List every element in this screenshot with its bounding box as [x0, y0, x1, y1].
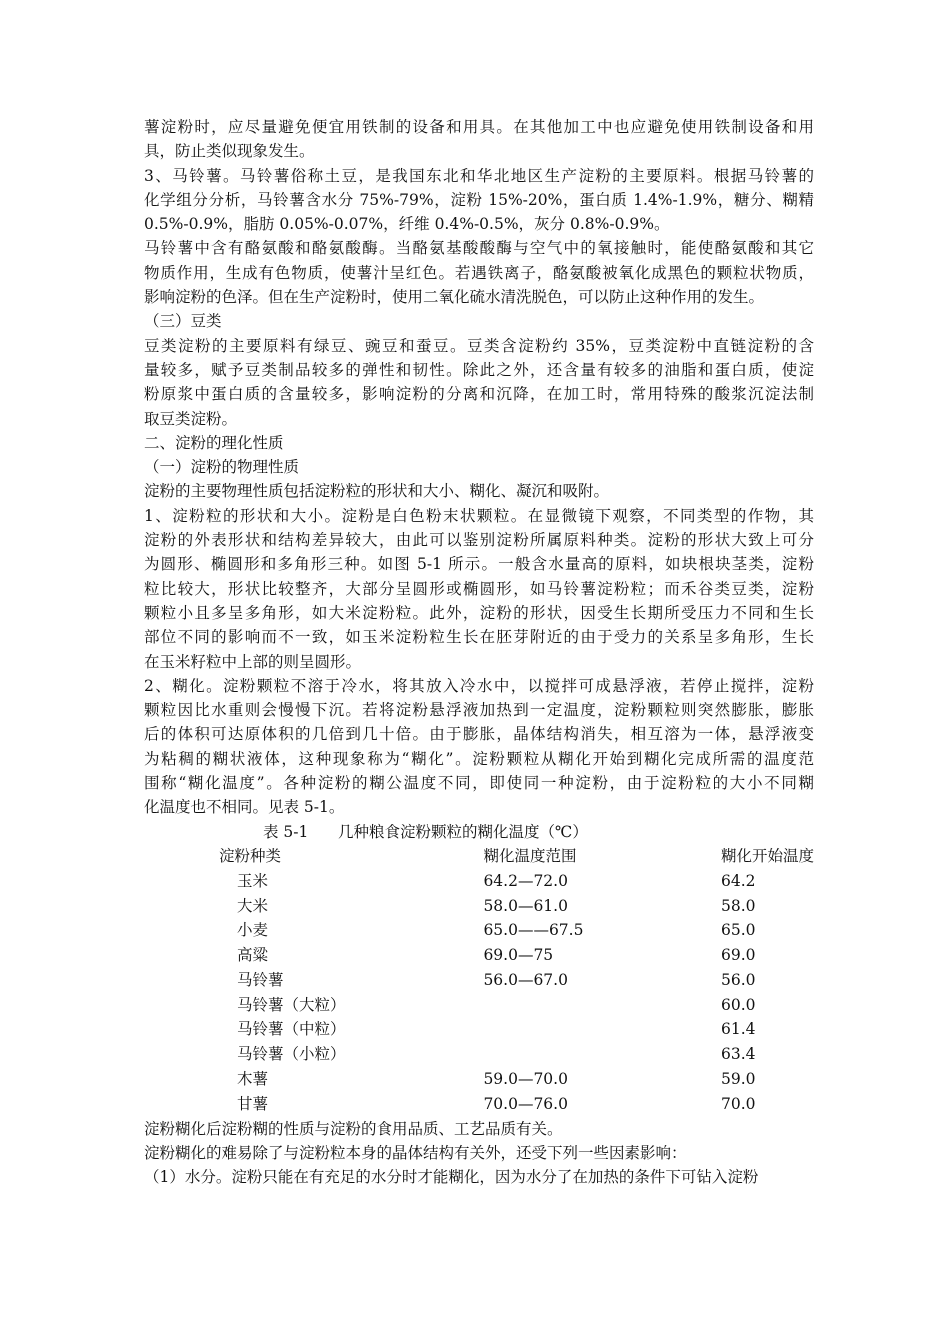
text-line: 颗粒因比水重则会慢慢下沉。若将淀粉悬浮液加热到一定温度，淀粉颗粒则突然膨胀，膨胀	[144, 701, 814, 720]
table-cell: 马铃薯	[237, 970, 284, 989]
text-line: 化学组分分析，马铃薯含水分 75%-79%，淀粉 15%-20%，蛋白质 1.4%-1.9%，糖分、糊精	[144, 190, 814, 209]
text-line: 为粘稠的糊状液体，这种现象称为“糊化”。淀粉颗粒从糊化开始到糊化完成所需的温度范	[144, 749, 814, 768]
text-line: 淀粉糊化后淀粉糊的性质与淀粉的食用品质、工艺品质有关。	[144, 1119, 563, 1138]
table-cell: 甘薯	[237, 1094, 269, 1113]
table-row	[144, 1067, 814, 1092]
table-cell: 70.0	[720, 1094, 756, 1113]
text-line: 淀粉的主要物理性质包括淀粉粒的形状和大小、糊化、凝沉和吸附。	[144, 482, 610, 501]
table-cell: 高粱	[237, 946, 269, 965]
table-cell: 56.0—67.0	[483, 970, 568, 989]
document-page	[144, 115, 814, 1190]
table-caption	[144, 820, 814, 844]
paragraph	[144, 115, 814, 164]
table-row	[144, 894, 814, 919]
paragraph	[144, 236, 814, 309]
text-line: 围称“糊化温度”。各种淀粉的糊公温度不同，即使同一种淀粉，由于淀粉粒的大小不同糊	[144, 774, 814, 793]
table-cell: 56.0	[720, 970, 756, 989]
table-row	[144, 968, 814, 993]
table-cell: 小麦	[237, 921, 269, 940]
table-cell: 60.0	[720, 995, 756, 1014]
text-line: 淀粉糊化的难易除了与淀粉粒本身的晶体结构有关外，还受下列一些因素影响：	[144, 1143, 687, 1162]
text-line: 0.5%-0.9%，脂肪 0.05%-0.07%，纤维 0.4%-0.5%，灰分 0.8%-0.9%。	[144, 215, 670, 234]
table-cell: 马铃薯（大粒）	[237, 995, 346, 1014]
text-line: 二、淀粉的理化性质	[144, 433, 284, 452]
text-line: 在玉米籽粒中上部的则呈圆形。	[144, 652, 362, 671]
gelatinization-table	[144, 844, 814, 1117]
text-line: 粒比较大，形状比较整齐，大部分呈圆形或椭圆形，如马铃薯淀粉粒；而禾谷类豆类，淀粉	[144, 579, 814, 598]
text-line: 1、淀粉粒的形状和大小。淀粉是白色粉末状颗粒。在显微镜下观察，不同类型的作物，其	[144, 506, 814, 525]
table-row	[144, 1042, 814, 1067]
text-line: 化温度也不相同。见表 5-1。	[144, 798, 345, 817]
text-line: 物质作用，生成有色物质，使薯汁呈红色。若遇铁离子，酪氨酸被氧化成黑色的颗粒状物质，	[144, 263, 814, 282]
paragraph	[144, 1117, 814, 1141]
text-line: 具，防止类似现象发生。	[144, 142, 315, 161]
table-cell: 马铃薯（小粒）	[237, 1045, 346, 1064]
body-text-bottom	[144, 1117, 814, 1190]
table-cell: 69.0—75	[483, 946, 554, 965]
paragraph	[144, 164, 814, 237]
text-line: 为圆形、椭圆形和多角形三种。如图 5-1 所示。一般含水量高的原料，如块根块茎类，淀粉	[144, 555, 814, 574]
table-cell: 65.0——67.5	[483, 921, 584, 940]
text-line: （1）水分。淀粉只能在有充足的水分时才能糊化，因为水分了在加热的条件下可钻入淀粉	[144, 1168, 759, 1187]
text-line: （三）豆类	[144, 312, 222, 331]
table-cell: 70.0—76.0	[483, 1094, 568, 1113]
table-row	[144, 1092, 814, 1117]
text-line: 粉原浆中蛋白质的含量较多，影响淀粉的分离和沉降，在加工时，常用特殊的酸浆沉淀法制	[144, 385, 814, 404]
table-caption-title: 几种粮食淀粉颗粒的糊化温度（℃）	[338, 822, 588, 841]
paragraph	[144, 504, 814, 674]
body-text-top	[144, 115, 814, 820]
paragraph	[144, 309, 814, 333]
table-header-cell: 糊化开始温度	[720, 846, 814, 865]
table-row	[144, 943, 814, 968]
table-cell: 木薯	[237, 1070, 269, 1089]
table-cell: 63.4	[720, 1045, 756, 1064]
text-line: 2、糊化。淀粉颗粒不溶于冷水，将其放入冷水中，以搅拌可成悬浮液，若停止搅拌，淀粉	[144, 676, 814, 695]
table-cell	[483, 1042, 721, 1067]
table-cell	[483, 1017, 721, 1042]
text-line: 量较多，赋予豆类制品较多的弹性和韧性。除此之外，还含量有较多的油脂和蛋白质，使淀	[144, 360, 814, 379]
table-row	[144, 993, 814, 1018]
text-line: 马铃薯中含有酪氨酸和酪氨酸酶。当酪氨基酸酸酶与空气中的氧接触时，能使酪氨酸和其它	[144, 239, 814, 258]
text-line: 颗粒小且多呈多角形，如大米淀粉粒。此外，淀粉的形状，因受生长期所受压力不同和生长	[144, 603, 814, 622]
table-row	[144, 918, 814, 943]
text-line: 薯淀粉时，应尽量避免便宜用铁制的设备和用具。在其他加工中也应避免使用铁制设备和用	[144, 118, 814, 136]
text-line: （一）淀粉的物理性质	[144, 458, 300, 477]
text-line: 淀粉的外表形状和结构差异较大，由此可以鉴别淀粉所属原料种类。淀粉的形状大致上可分	[144, 531, 814, 550]
table-cell	[483, 993, 721, 1018]
table-caption-number: 表 5-1	[263, 822, 309, 841]
text-line: 3、马铃薯。马铃薯俗称土豆，是我国东北和华北地区生产淀粉的主要原料。根据马铃薯的	[144, 166, 814, 185]
paragraph	[144, 1141, 814, 1165]
paragraph	[144, 455, 814, 479]
paragraph	[144, 479, 814, 503]
paragraph	[144, 334, 814, 431]
table-header-cell: 淀粉种类	[219, 846, 282, 865]
text-line: 后的体积可达原体积的几倍到几十倍。由于膨胀，晶体结构消失，相互溶为一体，悬浮液变	[144, 725, 814, 744]
table-cell: 61.4	[720, 1020, 756, 1039]
table-cell: 64.2—72.0	[483, 871, 568, 890]
table-header-cell: 糊化温度范围	[483, 846, 577, 865]
table-row	[144, 1017, 814, 1042]
table-cell: 69.0	[720, 946, 756, 965]
table-cell: 大米	[237, 896, 269, 915]
table-cell: 65.0	[720, 921, 756, 940]
paragraph	[144, 1165, 814, 1189]
table-cell: 59.0—70.0	[483, 1070, 568, 1089]
table-cell: 59.0	[720, 1070, 756, 1089]
table-cell: 58.0	[720, 896, 756, 915]
table-cell: 玉米	[237, 871, 269, 890]
text-line: 豆类淀粉的主要原料有绿豆、豌豆和蚕豆。豆类含淀粉约 35%，豆类淀粉中直链淀粉的含	[144, 336, 814, 355]
text-line: 部位不同的影响而不一致，如玉米淀粉粒生长在胚芽附近的由于受力的关系呈多角形，生长	[144, 628, 814, 647]
table-row	[144, 869, 814, 894]
text-line: 影响淀粉的色泽。但在生产淀粉时，使用二氧化硫水清洗脱色，可以防止这种作用的发生。	[144, 288, 765, 307]
paragraph	[144, 431, 814, 455]
table-header-row	[144, 844, 814, 869]
table-cell: 马铃薯（中粒）	[237, 1020, 346, 1039]
table-cell: 58.0—61.0	[483, 896, 568, 915]
text-line: 取豆类淀粉。	[144, 409, 238, 428]
paragraph	[144, 674, 814, 820]
table-cell: 64.2	[720, 871, 756, 890]
